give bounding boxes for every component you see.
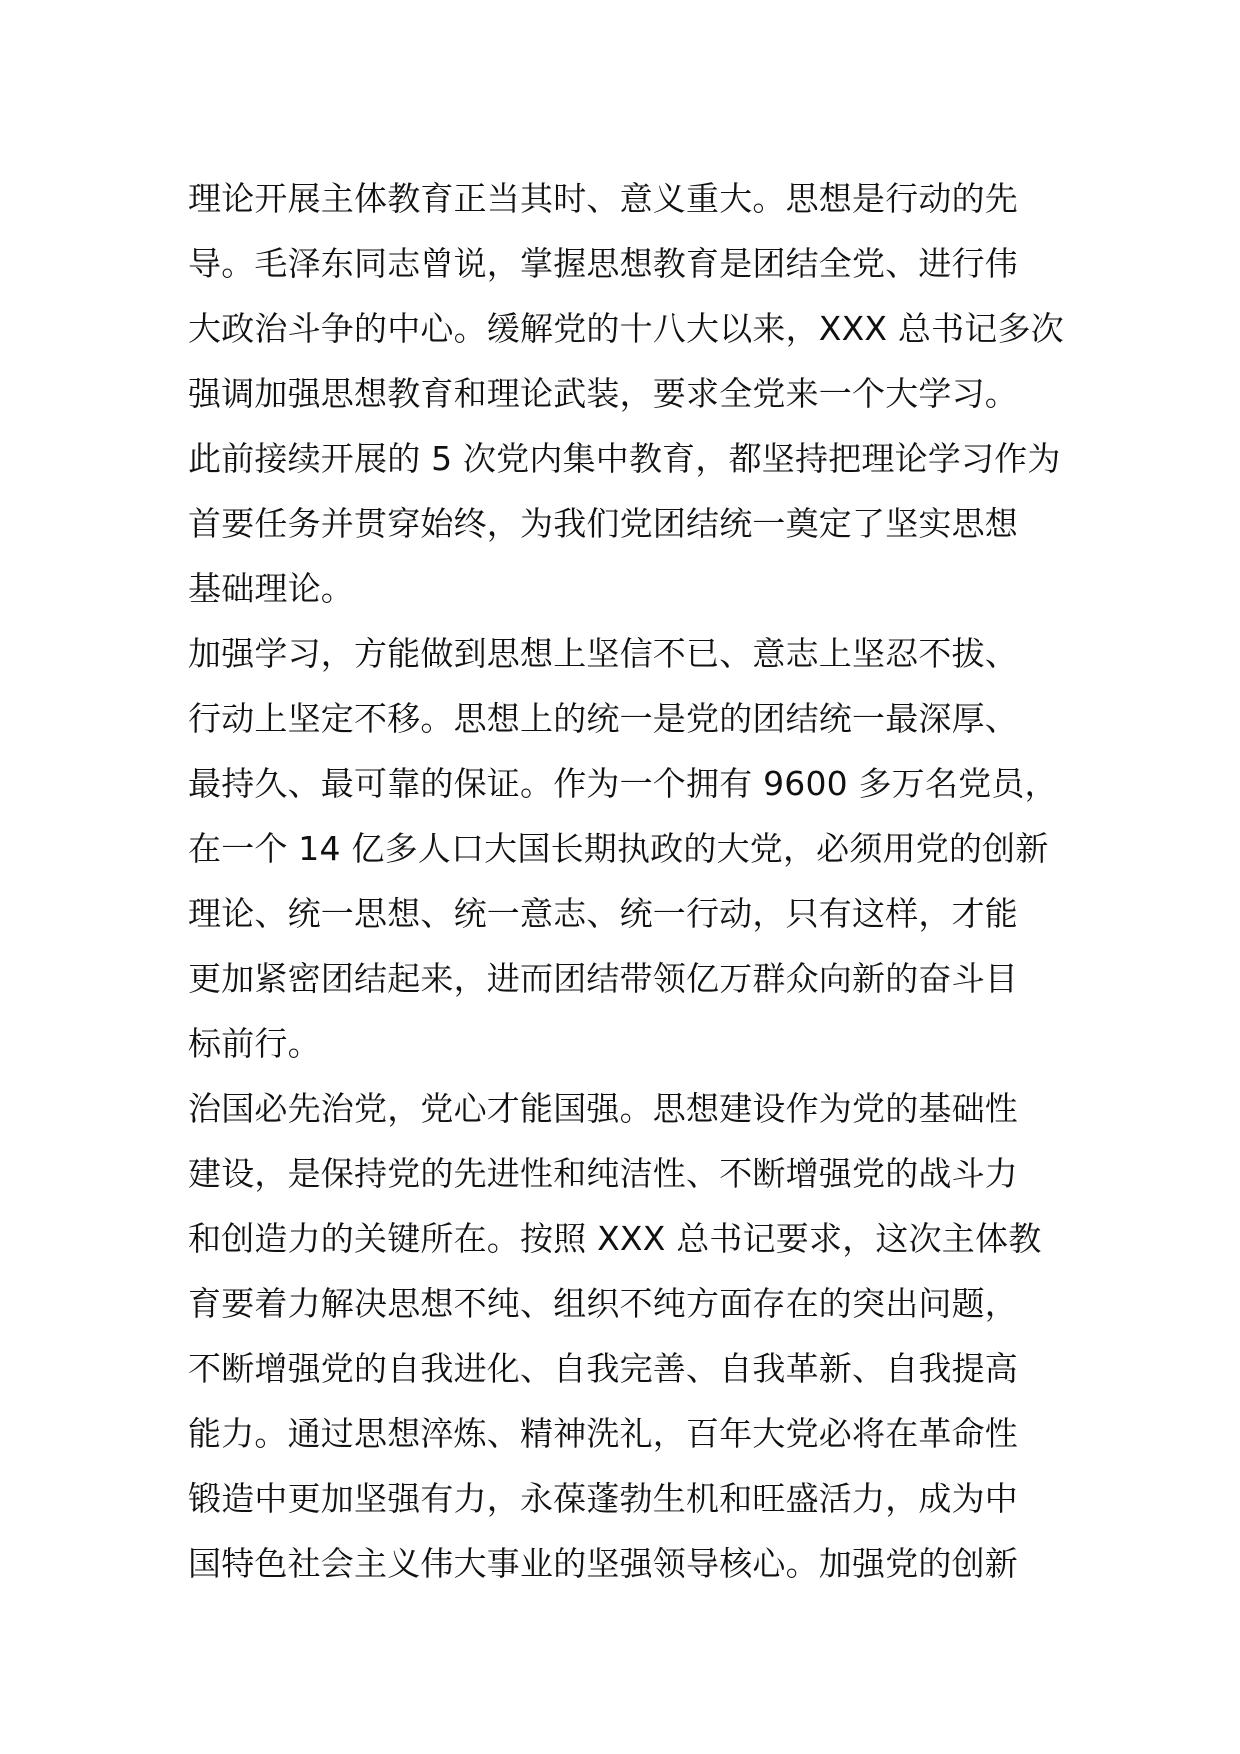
text-line: 和创造力的关键所在。按照 XXX 总书记要求，这次主体教 xyxy=(188,1219,1042,1258)
text-line: 首要任务并贯穿始终，为我们党团结统一奠定了坚实思想 xyxy=(188,504,1018,543)
text-line: 更加紧密团结起来，进而团结带领亿万群众向新的奋斗目 xyxy=(188,959,1018,998)
text-line: 锻造中更加坚强有力，永葆蓬勃生机和旺盛活力，成为中 xyxy=(188,1479,1018,1518)
text-line: 理论开展主体教育正当其时、意义重大。思想是行动的先 xyxy=(188,179,1018,218)
text-line: 强调加强思想教育和理论武装，要求全党来一个大学习。 xyxy=(188,374,1018,413)
text-line: 建设，是保持党的先进性和纯洁性、不断增强党的战斗力 xyxy=(188,1154,1018,1193)
text-line: 基础理论。 xyxy=(188,569,354,608)
body-text xyxy=(188,166,1068,1596)
text-line: 育要着力解决思想不纯、组织不纯方面存在的突出问题， xyxy=(188,1284,1018,1323)
text-line: 标前行。 xyxy=(188,1024,321,1063)
text-line: 在一个 14 亿多人口大国长期执政的大党，必须用党的创新 xyxy=(188,829,1049,868)
text-line: 大政治斗争的中心。缓解党的十八大以来，XXX 总书记多次 xyxy=(188,309,1064,348)
text-line: 行动上坚定不移。思想上的统一是党的团结统一最深厚、 xyxy=(188,699,1018,738)
text-line: 国特色社会主义伟大事业的坚强领导核心。加强党的创新 xyxy=(188,1544,1018,1583)
text-line: 治国必先治党，党心才能国强。思想建设作为党的基础性 xyxy=(188,1089,1018,1128)
text-line: 导。毛泽东同志曾说，掌握思想教育是团结全党、进行伟 xyxy=(188,244,1018,283)
text-line: 不断增强党的自我进化、自我完善、自我革新、自我提高 xyxy=(188,1349,1018,1388)
text-line: 能力。通过思想淬炼、精神洗礼，百年大党必将在革命性 xyxy=(188,1414,1018,1453)
text-line: 加强学习，方能做到思想上坚信不已、意志上坚忍不拔、 xyxy=(188,634,1018,673)
text-line: 理论、统一思想、统一意志、统一行动，只有这样，才能 xyxy=(188,894,1018,933)
text-line: 此前接续开展的 5 次党内集中教育，都坚持把理论学习作为 xyxy=(188,439,1061,478)
text-line: 最持久、最可靠的保证。作为一个拥有 9600 多万名党员， xyxy=(188,764,1058,803)
